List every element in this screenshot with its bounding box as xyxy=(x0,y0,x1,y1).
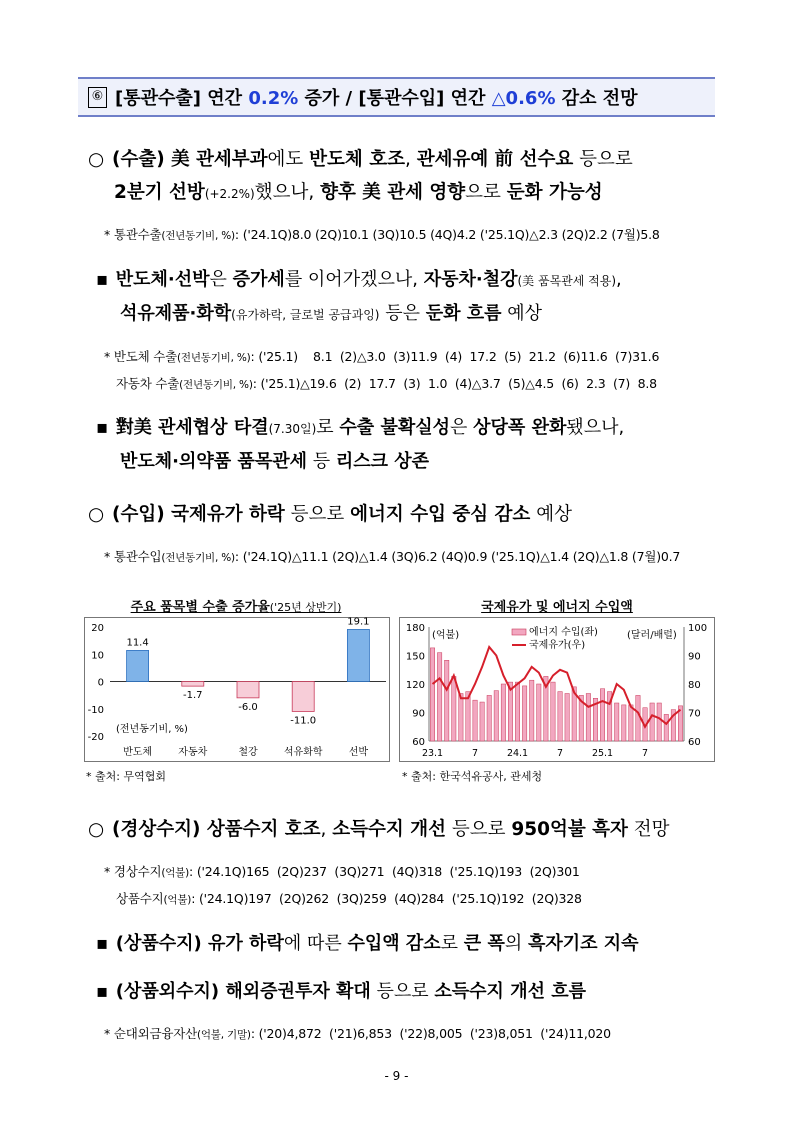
left-bar-label-2: -6.0 xyxy=(238,701,258,713)
energy-bar-10 xyxy=(501,684,505,741)
left-y-tick-label-0: -20 xyxy=(87,732,104,743)
energy-bar-3 xyxy=(452,676,456,741)
energy-bar-14 xyxy=(530,680,534,741)
legend-oil-label: 국제유가(우) xyxy=(529,640,586,651)
right-left-tick-3: 150 xyxy=(405,651,425,663)
energy-bar-12 xyxy=(515,682,519,741)
left-category-label-4: 선박 xyxy=(348,747,369,758)
right-right-tick-1: 70 xyxy=(688,708,701,720)
energy-bar-19 xyxy=(565,694,569,742)
export-note2-auto: 자동차 수출(전년동기비, %): ('25.1)△19.6 (2) 17.7 (3) 1.0 (4)△3.7 (5)△4.5 (6) 2.3 (7) 8.8 xyxy=(116,376,657,391)
section-title: [통관수출] 연간 0.2% 증가 / [통관수입] 연간 △0.6% 감소 전망 xyxy=(115,88,638,109)
energy-bar-8 xyxy=(487,695,491,741)
right-left-tick-2: 120 xyxy=(405,680,425,691)
right-left-tick-0: 60 xyxy=(412,737,425,748)
energy-bar-31 xyxy=(650,703,654,741)
left-export-bar-chart xyxy=(84,617,390,762)
current-note-gb: 상품수지(억불): ('24.1Q)197 (2Q)262 (3Q)259 (4Q)284 ('25.1Q)192 (2Q)328 xyxy=(116,891,582,906)
left-category-label-3: 석유화학 xyxy=(283,747,323,758)
export-sub2-line1: ▪ 對美 관세협상 타결(7.30일)로 수출 불확실성은 상당폭 완화됐으나, xyxy=(96,417,625,438)
left-bar-2 xyxy=(237,682,259,698)
right-x-tick-4: 25.1 xyxy=(591,748,614,759)
current-note-nfa: * 순대외금융자산(억불, 기말): ('20)4,872 ('21)6,853 ('22)8,005 ('23)8,051 ('24)11,020 xyxy=(104,1026,611,1041)
export-bullet-line2: 2분기 선방(+2.2%)했으나, 향후 美 관세 영향으로 둔화 가능성 xyxy=(114,182,603,203)
right-x-tick-2: 24.1 xyxy=(506,748,529,759)
left-bar-label-4: 19.1 xyxy=(347,617,370,628)
energy-bar-22 xyxy=(586,694,590,742)
energy-bar-9 xyxy=(494,691,498,741)
energy-bar-24 xyxy=(600,689,604,741)
export-bullet-line1: ○ (수출) 美 관세부과에도 반도체 호조, 관세유예 前 선수요 등으로 xyxy=(88,149,633,170)
right-right-tick-0: 60 xyxy=(688,737,701,748)
energy-bar-0 xyxy=(430,648,434,741)
right-chart-left-unit: (억불) xyxy=(432,630,460,641)
left-y-tick-label-4: 20 xyxy=(91,623,104,634)
left-chart-annotation: (전년동기비, %) xyxy=(116,724,188,735)
right-x-tick-1: 7 xyxy=(472,748,479,759)
right-right-tick-2: 80 xyxy=(688,680,701,691)
export-note: * 통관수출(전년동기비, %): ('24.1Q)8.0 (2Q)10.1 (3Q)10.5 (4Q)4.2 ('25.1Q)△2.3 (2Q)2.2 (7월)5.8 xyxy=(104,227,660,242)
energy-bar-13 xyxy=(522,686,526,741)
right-right-tick-4: 100 xyxy=(688,623,708,634)
left-bar-3 xyxy=(292,682,314,712)
current-sub1: ▪ (상품수지) 유가 하락에 따른 수입액 감소로 큰 폭의 흑자기조 지속 xyxy=(96,933,639,954)
energy-bar-1 xyxy=(437,653,441,741)
left-bar-4 xyxy=(347,629,369,681)
left-bar-label-1: -1.7 xyxy=(183,690,203,702)
energy-bar-6 xyxy=(473,700,477,741)
legend-energy-swatch xyxy=(512,629,526,635)
energy-bar-28 xyxy=(629,705,633,741)
left-y-tick-label-3: 10 xyxy=(91,650,104,662)
right-left-tick-4: 180 xyxy=(405,623,425,634)
energy-bar-4 xyxy=(459,694,463,742)
import-bullet: ○ (수입) 국제유가 하락 등으로 에너지 수입 중심 감소 예상 xyxy=(88,504,572,525)
export-sub1-line1: ▪ 반도체·선박은 증가세를 이어가겠으나, 자동차·철강(美 품목관세 적용), xyxy=(96,269,622,290)
section-header xyxy=(78,77,715,117)
section-number: ⑥ xyxy=(88,87,107,108)
left-category-label-1: 자동차 xyxy=(178,747,208,758)
energy-bar-27 xyxy=(622,705,626,741)
legend-energy-label: 에너지 수입(좌) xyxy=(529,627,598,638)
left-bar-0 xyxy=(127,650,149,681)
energy-bar-29 xyxy=(636,695,640,741)
left-bar-1 xyxy=(182,682,204,687)
export-note2-semi: * 반도체 수출(전년동기비, %): ('25.1) 8.1 (2)△3.0 (3)11.9 (4) 17.2 (5) 21.2 (6)11.6 (7)31.6 xyxy=(104,349,660,364)
energy-bar-32 xyxy=(657,703,661,741)
left-chart-source: * 출처: 무역협회 xyxy=(86,770,166,783)
right-x-tick-5: 7 xyxy=(642,748,649,759)
energy-bar-2 xyxy=(445,660,449,741)
energy-bar-26 xyxy=(615,703,619,741)
left-bar-label-3: -11.0 xyxy=(290,715,317,727)
right-left-tick-1: 90 xyxy=(412,708,425,720)
right-chart-right-unit: (달러/배럴) xyxy=(627,630,677,641)
left-y-tick-label-1: -10 xyxy=(87,704,104,716)
energy-bar-15 xyxy=(537,684,541,741)
right-energy-chart xyxy=(399,617,715,762)
export-sub1-line2: 석유제품·화학(유가하락, 글로벌 공급과잉) 등은 둔화 흐름 예상 xyxy=(120,303,543,324)
right-x-tick-0: 23.1 xyxy=(421,748,444,759)
import-note: * 통관수입(전년동기비, %): ('24.1Q)△11.1 (2Q)△1.4 (3Q)6.2 (4Q)0.9 ('25.1Q)△1.4 (2Q)△1.8 (7월)0.7 xyxy=(104,549,681,564)
energy-bar-7 xyxy=(480,702,484,741)
export-sub2-line2: 반도체·의약품 품목관세 등 리스크 상존 xyxy=(120,451,430,472)
left-bar-label-0: 11.4 xyxy=(126,637,149,649)
energy-bar-18 xyxy=(558,692,562,741)
current-bullet: ○ (경상수지) 상품수지 호조, 소득수지 개선 등으로 950억불 흑자 전망 xyxy=(88,819,670,840)
right-x-tick-3: 7 xyxy=(557,748,564,759)
left-category-label-0: 반도체 xyxy=(123,747,153,758)
left-y-tick-label-2: 0 xyxy=(97,677,104,689)
current-sub2: ▪ (상품외수지) 해외증권투자 확대 등으로 소득수지 개선 흐름 xyxy=(96,981,587,1002)
right-chart-title: 국제유가 및 에너지 수입액 xyxy=(481,600,633,615)
energy-bar-33 xyxy=(664,714,668,741)
right-chart-source: * 출처: 한국석유공사, 관세청 xyxy=(402,770,543,783)
left-chart-title: 주요 품목별 수출 증가율('25년 상반기) xyxy=(130,600,342,615)
left-category-label-2: 철강 xyxy=(238,747,258,758)
right-right-tick-3: 90 xyxy=(688,651,701,663)
page-number: - 9 - xyxy=(384,1069,409,1083)
energy-bar-17 xyxy=(551,682,555,741)
current-note-ca: * 경상수지(억불): ('24.1Q)165 (2Q)237 (3Q)271 (4Q)318 ('25.1Q)193 (2Q)301 xyxy=(104,864,580,879)
